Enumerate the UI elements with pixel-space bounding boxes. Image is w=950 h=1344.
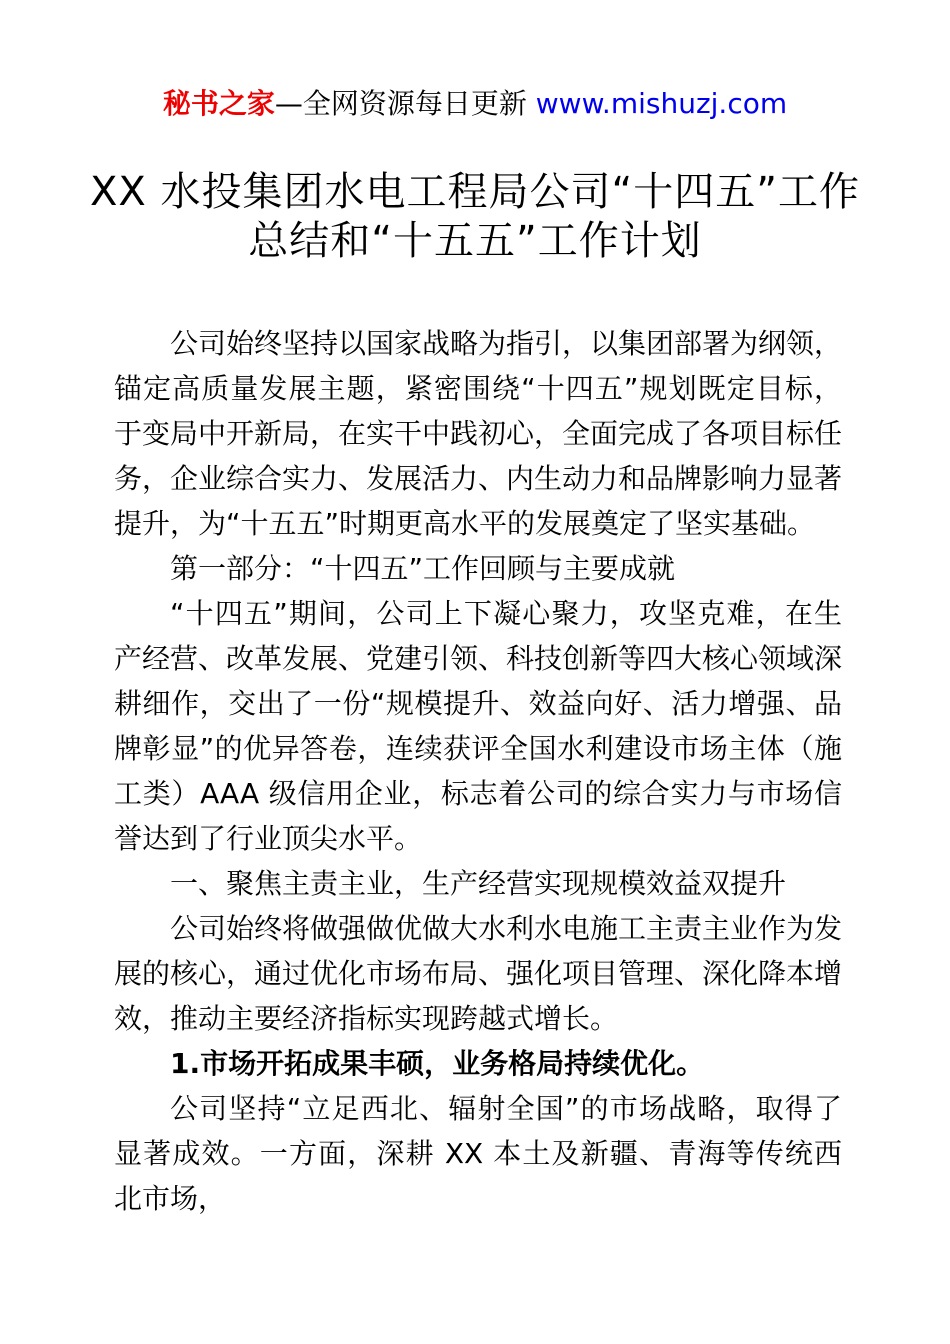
document-title-line-2: 总结和“十五五”工作计划: [248, 218, 702, 264]
intro-paragraph: 公司始终坚持以国家战略为指引，以集团部署为纲领，锚定高质量发展主题，紧密围绕“十四五”规划既定目标，于变局中开新局，在实干中践初心，全面完成了各项目标任务，企业综合实力、发展活力、内生动力和品牌影响力显著提升，为“十五五”时期更高水平的发展奠定了坚实基础。: [114, 327, 843, 540]
site-url-link[interactable]: www.mishuzj.com: [535, 87, 788, 120]
part1-overview-paragraph: “十四五”期间，公司上下凝心聚力，攻坚克难，在生产经营、改革发展、党建引领、科技创新等四大核心领域深耕细作，交出了一份“规模提升、效益向好、活力增强、品牌彰显”的优异答卷，连续获评全国水利建设市场主体（施工类）AAA 级信用企业，标志着公司的综合实力与市场信誉达到了行业顶尖水平。: [114, 597, 843, 855]
site-header: [0, 0, 950, 124]
section-1-paragraph: 公司始终将做强做优做大水利水电施工主责主业作为发展的核心，通过优化市场布局、强化项目管理、深化降本增效，推动主要经济指标实现跨越式增长。: [114, 912, 843, 1035]
part1-section-title: 第一部分：“十四五”工作回顾与主要成就: [170, 552, 676, 585]
subheading-1-market: 1.市场开拓成果丰硕，业务格局持续优化。: [170, 1047, 705, 1080]
document-title: [90, 168, 860, 266]
document-body: [0, 321, 950, 1221]
market-strategy-paragraph: 公司坚持“立足西北、辐射全国”的市场战略，取得了显著成效。一方面，深耕 XX 本土及新疆、青海等传统西北市场，: [114, 1092, 842, 1215]
header-tagline: —全网资源每日更新: [274, 87, 536, 120]
section-heading-1: 一、聚焦主责主业，生产经营实现规模效益双提升: [170, 867, 787, 900]
site-brand: 秘书之家: [162, 87, 275, 120]
document-title-line-1: XX 水投集团水电工程局公司“十四五”工作: [90, 169, 860, 215]
